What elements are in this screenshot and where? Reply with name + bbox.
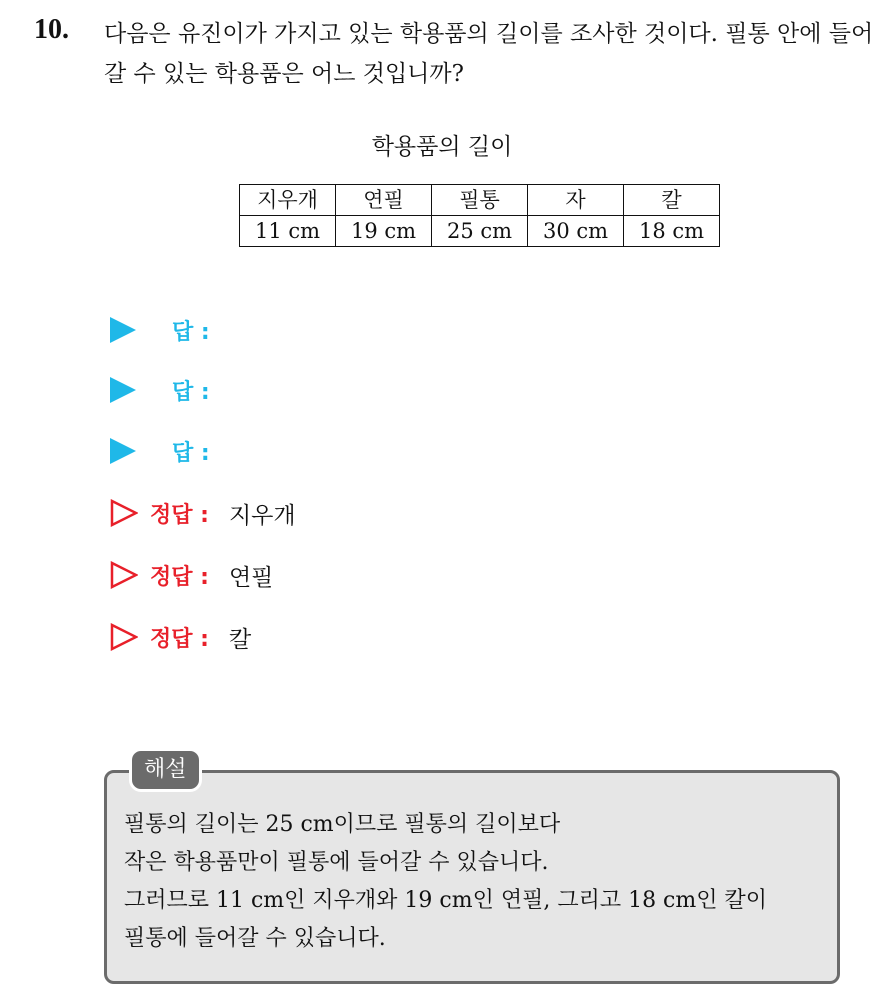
outline-triangle-icon (110, 499, 138, 527)
answer-prompt-row (110, 310, 210, 350)
filled-triangle-icon (110, 438, 136, 464)
table-title: 학용품의 길이 (371, 134, 513, 160)
outline-triangle-icon (110, 623, 138, 651)
table-value-cell: 18 cm (624, 216, 720, 247)
table-value-cell: 25 cm (432, 216, 528, 247)
outline-triangle-icon (110, 561, 138, 589)
question-text: 다음은 유진이가 가지고 있는 학용품의 길이를 조사한 것이다. 필통 안에 들어갈 수 있는 학용품은 어느 것입니까? (104, 21, 874, 87)
table-header-row (240, 185, 720, 216)
correct-answer-label: 정답 : (150, 564, 209, 590)
table-header-cell: 지우개 (240, 185, 336, 216)
question-number: 10. (34, 14, 69, 45)
correct-answer-label: 정답 : (150, 626, 209, 652)
correct-answer-row (110, 493, 296, 533)
correct-answer-value: 칼 (228, 626, 252, 653)
correct-answer-value: 연필 (228, 564, 274, 591)
solution-line: 작은 학용품만이 필통에 들어갈 수 있습니다. (124, 850, 549, 875)
solution-line: 그러므로 11 cm인 지우개와 19 cm인 연필, 그리고 18 cm인 칼이 (124, 888, 767, 913)
length-table (239, 184, 720, 247)
table-header-cell: 필통 (432, 185, 528, 216)
table-header-cell: 자 (528, 185, 624, 216)
answer-prompt-label: 답 : (172, 319, 210, 345)
solution-tab: 해설 (129, 748, 202, 792)
solution-line: 필통의 길이는 25 cm이므로 필통의 길이보다 (124, 812, 561, 837)
correct-answer-value: 지우개 (228, 502, 296, 529)
correct-answer-label: 정답 : (150, 502, 209, 528)
correct-answer-row (110, 617, 251, 657)
table-value-cell: 11 cm (240, 216, 336, 247)
table-value-row (240, 216, 720, 247)
answer-prompt-row (110, 370, 210, 410)
table-value-cell: 19 cm (336, 216, 432, 247)
table-value-cell: 30 cm (528, 216, 624, 247)
correct-answer-row (110, 555, 273, 595)
answer-prompt-label: 답 : (172, 440, 210, 466)
solution-line: 필통에 들어갈 수 있습니다. (124, 926, 386, 951)
table-header-cell: 연필 (336, 185, 432, 216)
table-header-cell: 칼 (624, 185, 720, 216)
solution-text (124, 806, 834, 958)
filled-triangle-icon (110, 317, 136, 343)
filled-triangle-icon (110, 377, 136, 403)
answer-prompt-row (110, 431, 210, 471)
answer-prompt-label: 답 : (172, 379, 210, 405)
